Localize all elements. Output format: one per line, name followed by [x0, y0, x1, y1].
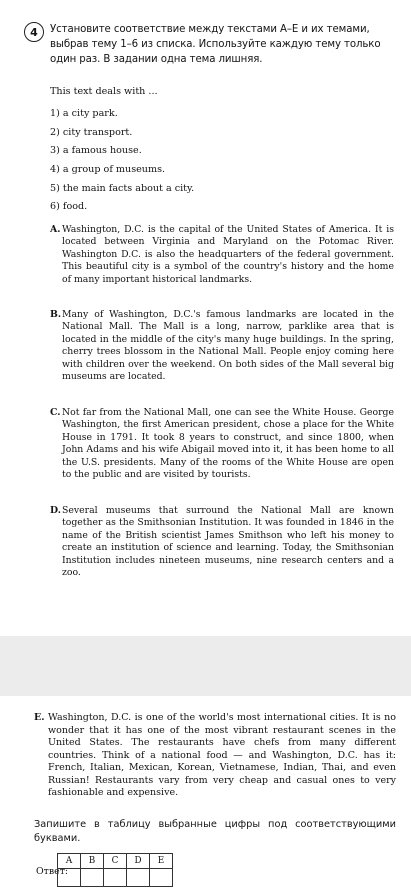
answer-column-header: B: [81, 854, 104, 869]
text-body: Many of Washington, D.C.'s famous landmarks are located in the National Mall. The Mall is a long, narrow, parklike area that is located in the middle of the city's many huge buildings. In the spring, cherry trees blossom in the National Mall. People enjoy coming here with children over the weekend. On both sides of the Mall several big museums are located.: [62, 309, 394, 383]
topic-item: 4) a group of museums.: [50, 164, 166, 176]
text-body: Washington, D.C. is one of the world's most international cities. It is no wonder that it has one of the most vibrant restaurant scenes in the United States. The restaurants have chefs from many different countries. Think of a national food — and Washington, D.C. has it: French, Italian, Mexican, Korean, Vietnamese, Indian, Thai, and even Russian! Restaurants vary from very cheap and casual ones to very fashionable and expensive.: [48, 712, 396, 798]
answer-cell-d[interactable]: [127, 869, 150, 887]
text-letter: A.: [50, 224, 61, 235]
topics-intro: This text deals with ...: [50, 86, 158, 97]
task-instruction: Установите соответствие между текстами А–Е и их темами, выбрав тему 1–6 из списка. Используйте каждую тему только один раз. В задании одна тема лишняя.: [50, 24, 381, 65]
answer-label: Ответ:: [36, 866, 69, 877]
answer-values-row: [58, 869, 173, 887]
topic-item: 3) a famous house.: [50, 145, 142, 157]
text-body: Washington, D.C. is the capital of the United States of America. It is located between Virginia and Maryland on the Potomac River. Washington D.C. is also the headquarters of the federal government. This beautiful city is a symbol of the country's history and the home of many important historical landmarks.: [62, 224, 394, 285]
text-letter: C.: [50, 407, 61, 418]
topic-list: [50, 105, 194, 217]
text-a: [50, 224, 394, 286]
topic-item: 2) city transport.: [50, 126, 133, 138]
answer-table: [57, 853, 173, 887]
task-number-badge: 4: [24, 22, 44, 42]
text-e: [34, 712, 396, 800]
topic-item: 6) food.: [50, 201, 88, 213]
text-letter: D.: [50, 505, 61, 516]
page-gap: [0, 636, 411, 696]
answer-cell-e[interactable]: [150, 869, 173, 887]
answer-instruction: Запишите в таблицу выбранные цифры под соответствующими буквами.: [34, 819, 396, 844]
text-b: [50, 309, 394, 383]
answer-cell-b[interactable]: [81, 869, 104, 887]
answer-column-header: E: [150, 854, 173, 869]
text-letter: B.: [50, 309, 62, 320]
text-d: [50, 505, 394, 579]
topic-item: 5) the main facts about a city.: [50, 182, 195, 194]
text-letter: E.: [34, 712, 45, 723]
topic-item: 1) a city park.: [50, 108, 118, 119]
answer-column-header: C: [104, 854, 127, 869]
text-body: Not far from the National Mall, one can see the White House. George Washington, the first American president, chose a place for the White House in 1791. It took 8 years to construct, and since 1800, when John Adams and his wife Abigail moved into it, it has been home to all the U.S. presidents. Many of the rooms of the White House are open to the public and are visited by tourists.: [62, 407, 394, 481]
text-c: [50, 407, 394, 481]
answer-column-header: A: [58, 854, 81, 869]
answer-cell-a[interactable]: [58, 869, 81, 887]
answer-header-row: [58, 854, 173, 869]
text-body: Several museums that surround the National Mall are known together as the Smithsonian Institution. It was founded in 1846 in the name of the British scientist James Smithson who left his money to create an institution of science and learning. Today, the Smithsonian Institution includes nineteen museums, nine research centers and a zoo.: [62, 505, 394, 579]
answer-column-header: D: [127, 854, 150, 869]
answer-cell-c[interactable]: [104, 869, 127, 887]
